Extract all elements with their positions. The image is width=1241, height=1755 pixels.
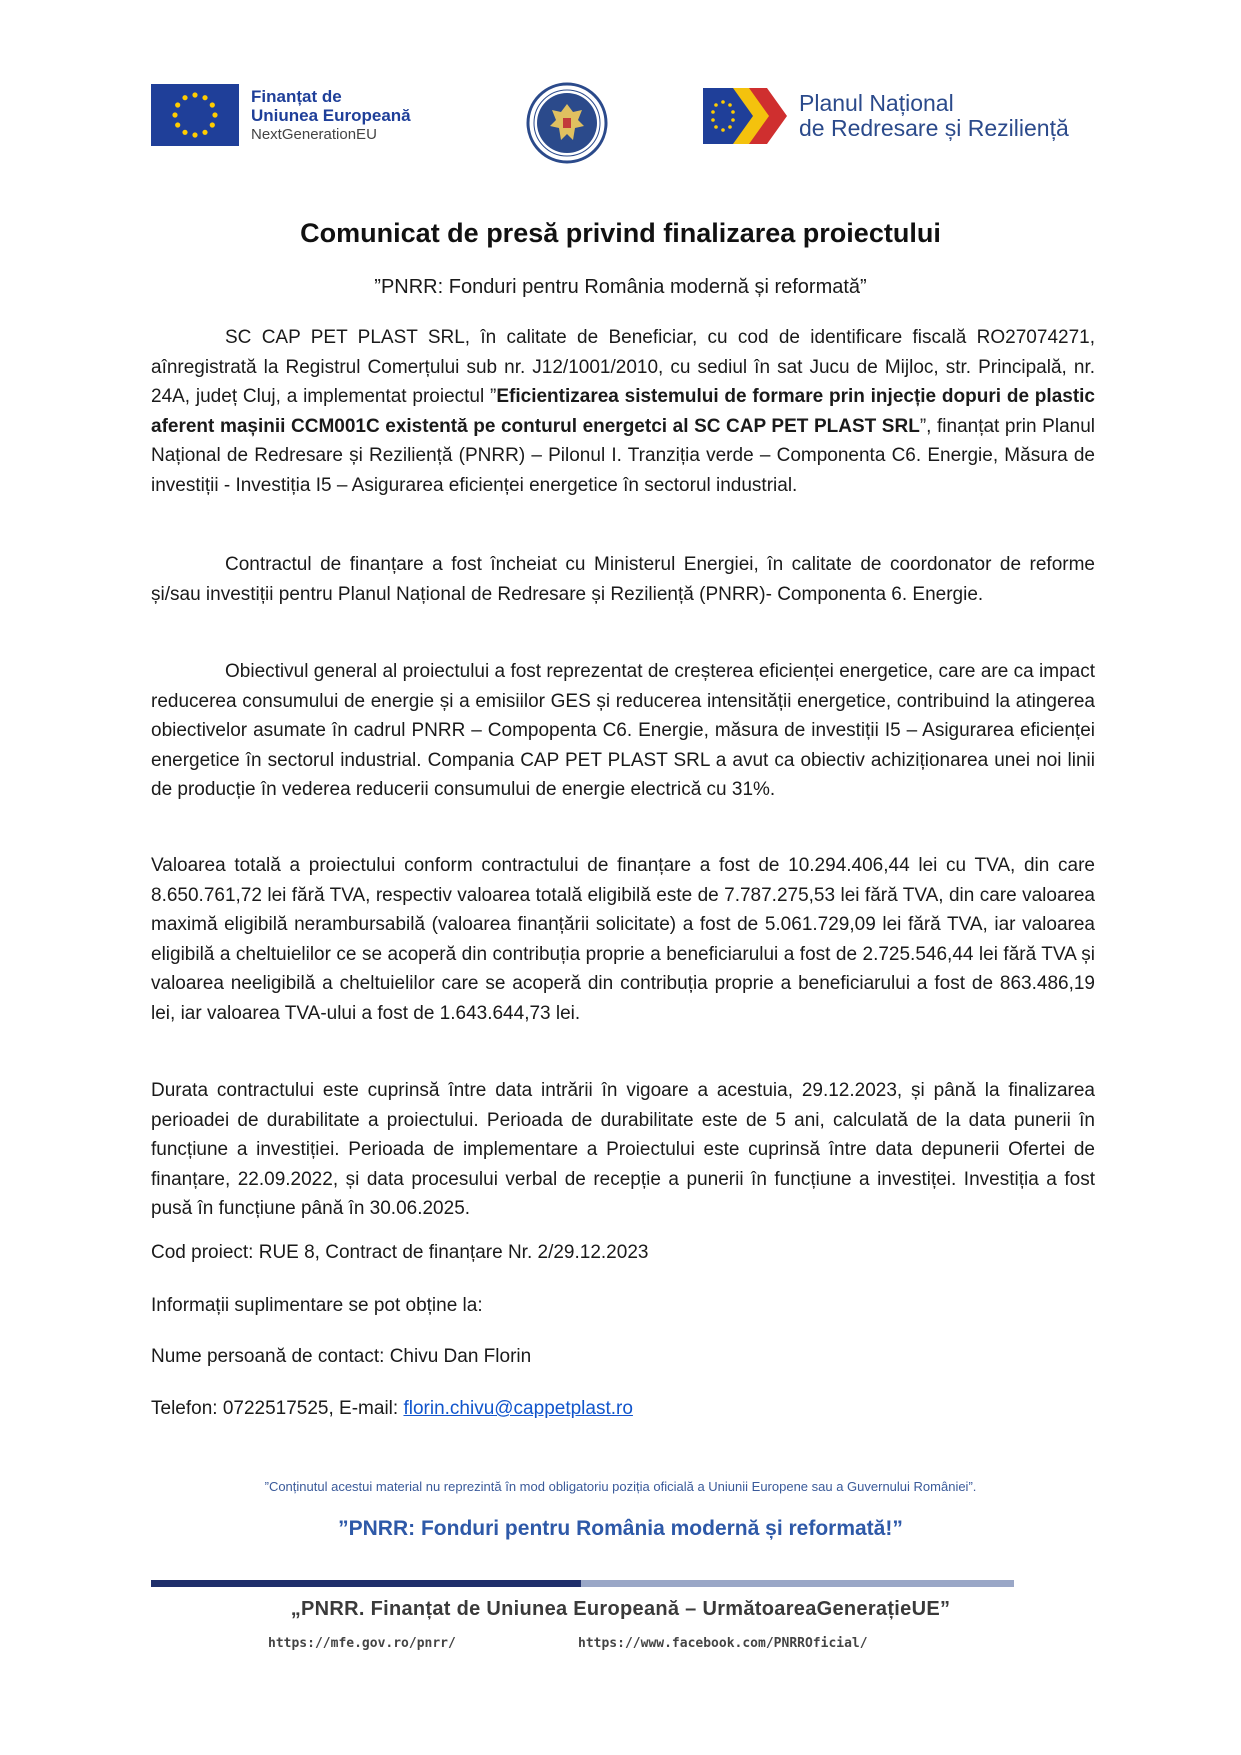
- eu-logo-line2: Uniunea Europeană: [251, 106, 411, 126]
- project-code: Cod proiect: RUE 8, Contract de finanțare Nr. 2/29.12.2023: [151, 1242, 649, 1263]
- footer-link-facebook[interactable]: https://www.facebook.com/PNRROficial/: [578, 1636, 868, 1651]
- paragraph-beneficiary-text: SC CAP PET PLAST SRL, în calitate de Beneficiar, cu cod de identificare fiscală RO27074271, aînregistrată la Registrul Comerțului sub nr. J12/1001/2010, cu sediul în sat Jucu de Mijloc, str. Principală, nr. 24A, județ Cluj, a implementat proiectul ”: [151, 327, 1095, 407]
- romanian-government-seal-icon: [526, 82, 608, 164]
- phone-label: Telefon: 0722517525, E-mail:: [151, 1398, 404, 1419]
- eu-flag-icon: [151, 84, 239, 146]
- header-logos: [0, 78, 1241, 168]
- slogan: ”PNRR: Fonduri pentru România modernă și reformată!”: [338, 1517, 903, 1540]
- paragraph-value: Valoarea totală a proiectului conform contractului de finanțare a fost de 10.294.406,44 lei cu TVA, din care 8.650.761,72 lei fără TVA, respectiv valoarea totală eligibilă este de 7.787.275,53 lei fără TVA, din care valoarea maximă eligibilă nerambursabilă (valoarea finanțării solicitate) a fost de 5.061.729,09 lei fără TVA, iar valoarea eligibilă a cheltuielilor ce se acoperă din contribuția proprie a beneficiarului a fost de 2.725.546,44 lei fără TVA și valoarea neeligibilă a cheltuielilor care se acoperă din contribuția proprie a beneficiarului a fost de 863.486,19 lei, iar valoarea TVA-ului a fost de 1.643.644,73 lei.: [151, 855, 1095, 1024]
- paragraph-contract: [151, 550, 1095, 609]
- pnrr-arrow-icon: [703, 88, 793, 144]
- paragraph-objective: [151, 657, 1095, 805]
- paragraph-duration: Durata contractului este cuprinsă între data intrării în vigoare a acestuia, 29.12.2023, și până la finalizarea perioadei de durabilitate a proiectului. Perioada de durabilitate este de 5 ani, calculată de la data punerii în funcțiune a investiției. Perioada de implementare a Proiectului este cuprinsă între data depunerii Ofertei de finanțare, 22.09.2022, și data procesului verbal de recepție a punerii în funcțiune a investiței. Investiția a fost pusă în funcțiune până în 30.06.2025.: [151, 1080, 1095, 1219]
- footer-divider-bar: [151, 1574, 1014, 1581]
- pnrr-logo-line2: de Redresare și Reziliență: [799, 115, 1069, 141]
- contact-phone-email: [151, 1394, 633, 1423]
- page-subtitle: ”PNRR: Fonduri pentru România modernă și reformată”: [374, 276, 867, 298]
- paragraph-beneficiary: [151, 323, 1095, 500]
- page-title: Comunicat de presă privind finalizarea proiectului: [300, 218, 941, 248]
- disclaimer: ”Conținutul acestui material nu reprezintă în mod obligatoriu poziția oficială a Uniunii Europene sau a Guvernului României”.: [264, 1479, 977, 1494]
- paragraph-contract-text: Contractul de finanțare a fost încheiat cu Ministerul Energiei, în calitate de coordonator de reforme și/sau investiții pentru Planul Național de Redresare și Reziliență (PNRR)- Componenta 6. Energie.: [151, 554, 1095, 605]
- footer-title: „PNRR. Finanțat de Uniunea Europeană – UrmătoareaGenerațieUE”: [290, 1598, 951, 1620]
- additional-info: Informații suplimentare se pot obține la:: [151, 1295, 483, 1316]
- paragraph-objective-text: Obiectivul general al proiectului a fost reprezentat de creșterea eficienței energetice, care are ca impact reducerea consumului de energie și a emisiilor GES și reducerea intensității energetice, contribuind la atingerea obiectivelor asumate în cadrul PNRR – Compopenta C6. Energie, măsura de investiții I5 – Asigurarea eficienței energetice în sectorul industrial. Compania CAP PET PLAST SRL a avut ca obiectiv achiziționarea unei noi linii de producție în vederea reducerii consumului de energie electrică cu 31%.: [151, 661, 1095, 800]
- paragraph-beneficiary-text-end: ”, finanțat prin Planul Național de Redresare și Reziliență (PNRR) – Pilonul I. Tranziția verde – Componenta C6. Energie, Măsura de investiții - Investiția I5 – Asigurarea eficienței energetice în sectorul industrial.: [151, 415, 1096, 496]
- email-link[interactable]: florin.chivu@cappetplast.ro: [403, 1398, 633, 1419]
- pnrr-logo: [703, 88, 1069, 144]
- eu-logo-line1: Finanțat de: [251, 86, 342, 106]
- project-name: Eficientizarea sistemului de formare prin injecție dopuri de plastic aferent mașinii CCM001C existentă pe conturul energetci al SC CAP PET PLAST SRL: [151, 386, 1096, 437]
- eu-logo: [151, 84, 411, 146]
- contact-person: Nume persoană de contact: Chivu Dan Florin: [151, 1346, 532, 1367]
- pnrr-logo-line1: Planul Național: [799, 90, 954, 117]
- eu-logo-line3: NextGenerationEU: [251, 125, 377, 143]
- footer-link-mfe[interactable]: https://mfe.gov.ro/pnrr/: [268, 1636, 456, 1651]
